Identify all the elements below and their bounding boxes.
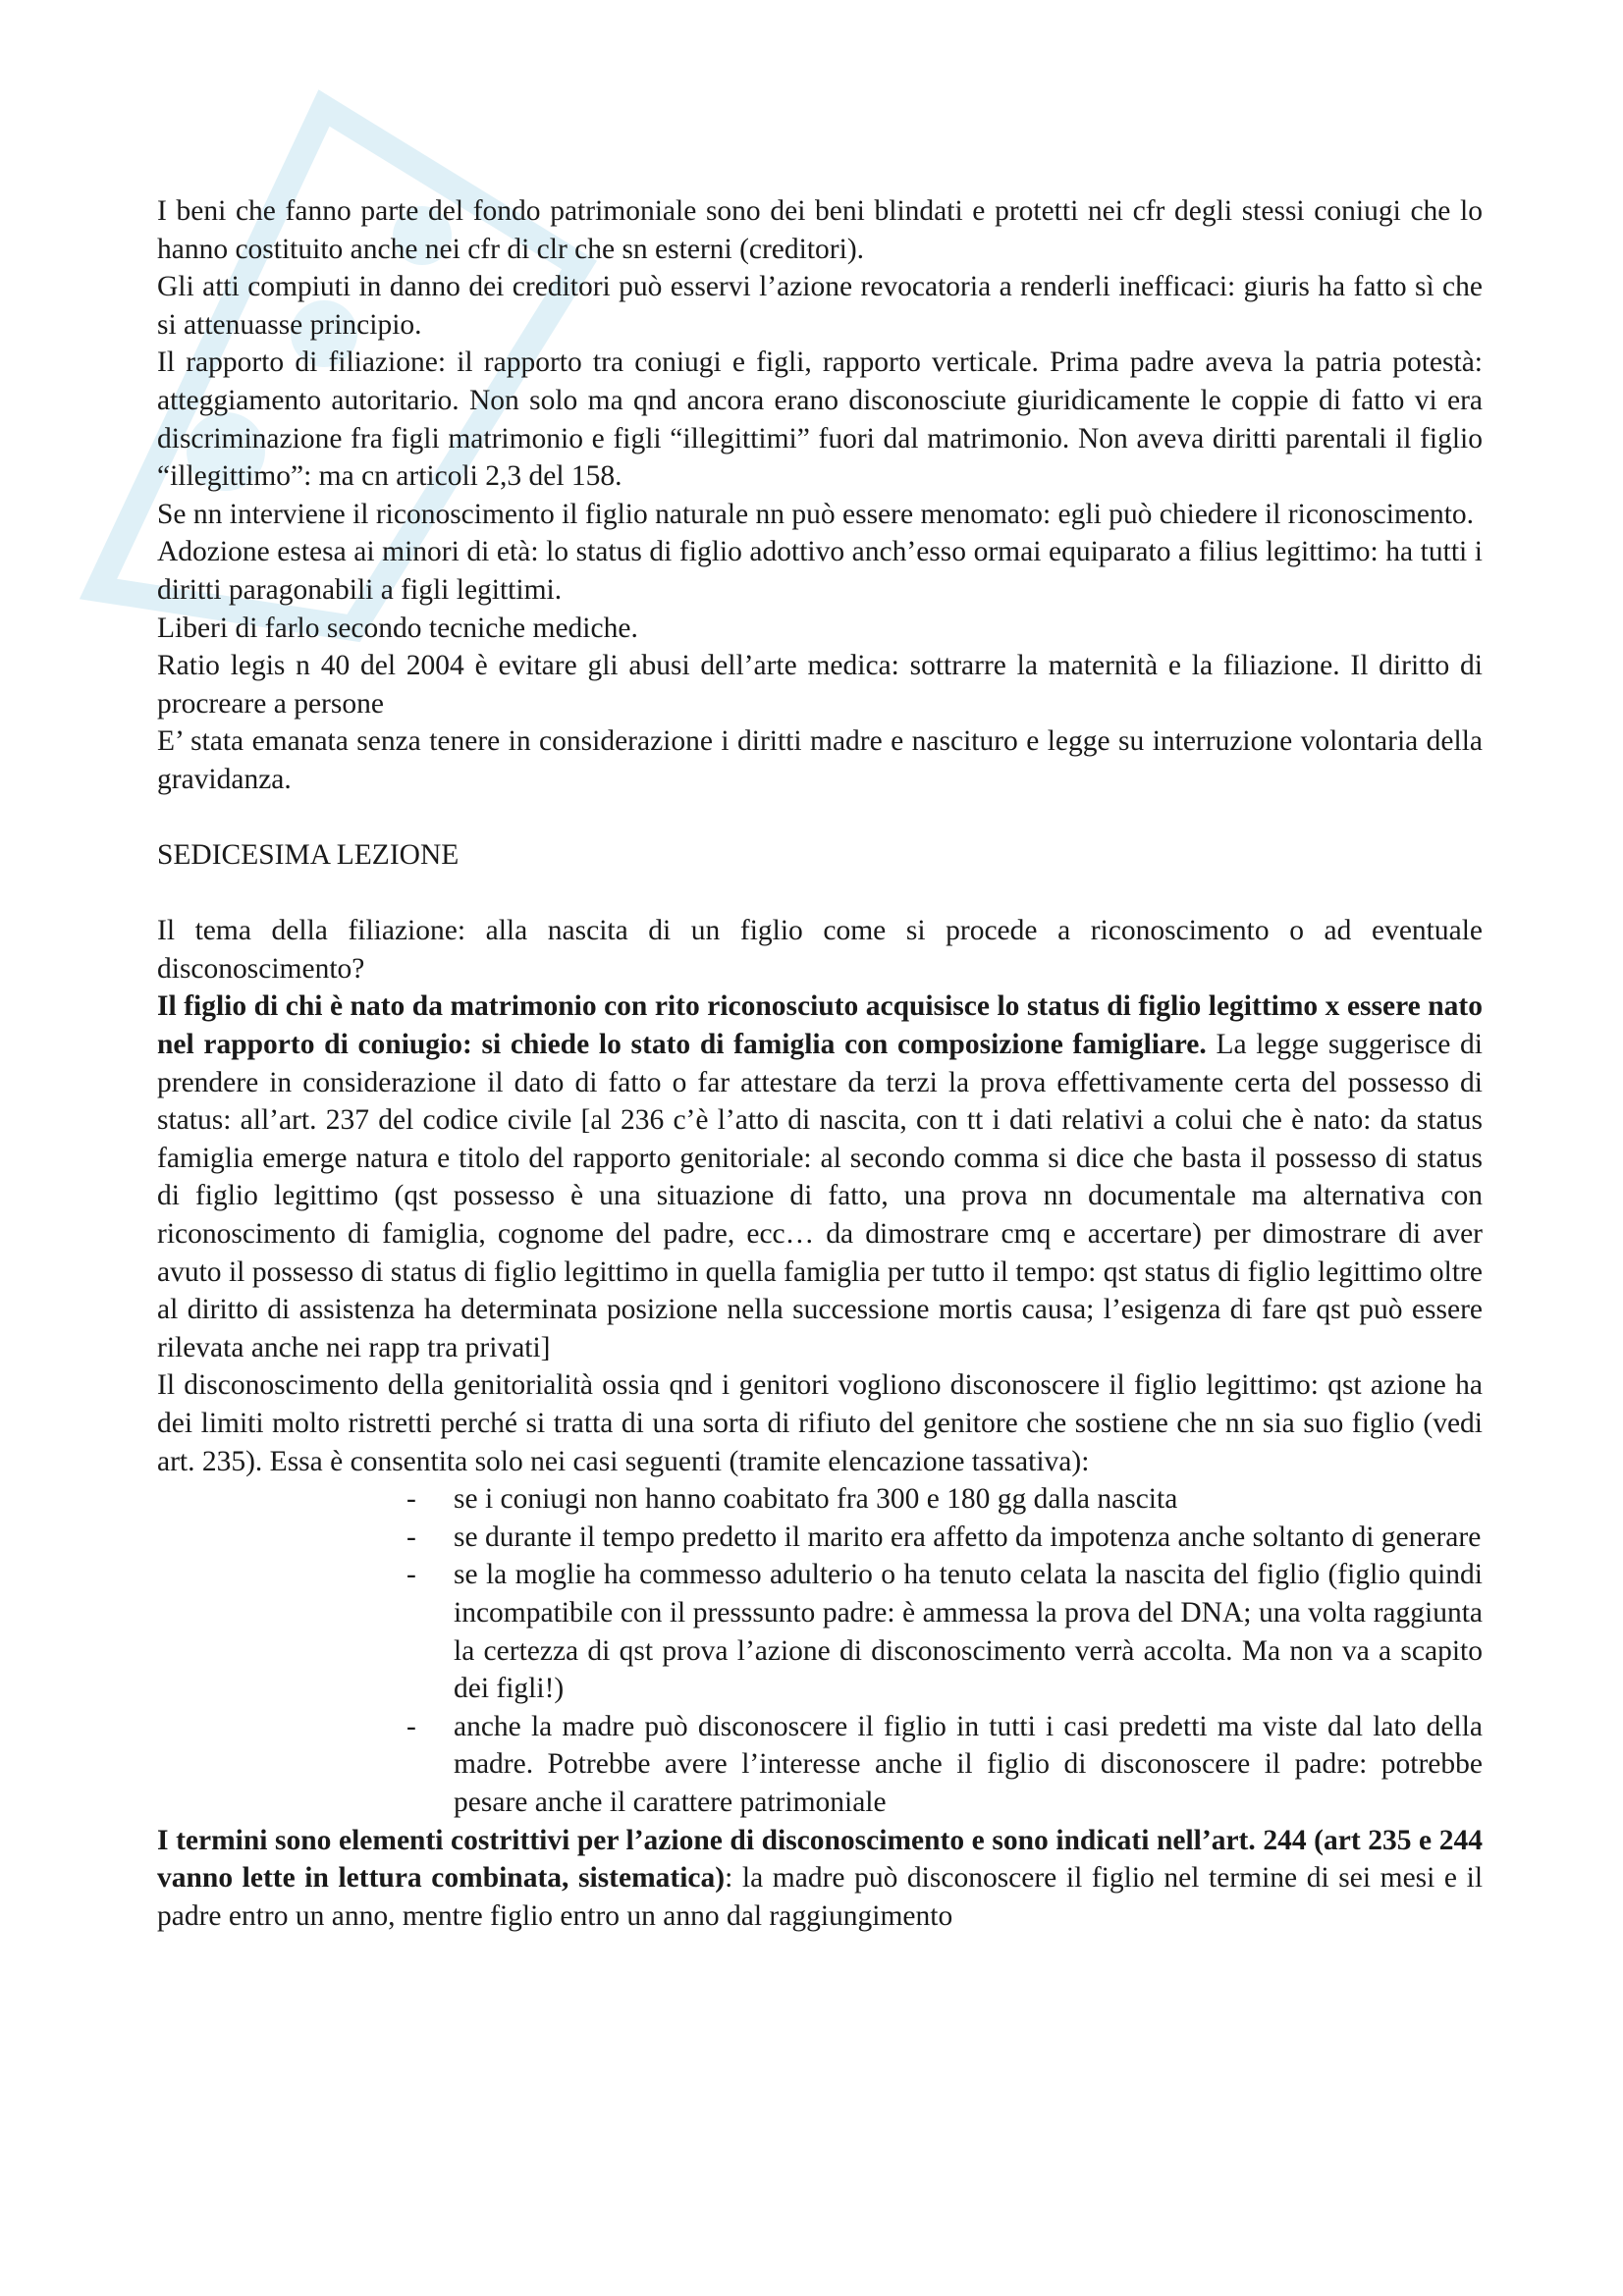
paragraph-adozione: Adozione estesa ai minori di età: lo status di figlio adottivo anch’esso ormai equiparato a filius legittimo: ha tutti i diritti paragonabili a figli legittimi. [157,536,1483,606]
paragraph-ratio-legis: Ratio legis n 40 del 2004 è evitare gli abusi dell’arte medica: sottrarre la maternità e la filiazione. Il diritto di procreare a persone [157,650,1483,720]
paragraph-riconoscimento: Se nn interviene il riconoscimento il figlio naturale nn può essere menomato: egli può chiedere il riconoscimento. [157,498,1475,530]
dash-icon: - [406,1521,416,1553]
termini-bold-text: I termini sono elementi costrittivi per l’azione di disconoscimento e sono indicati nell’art. 244 (art 235 e 244 vanno lette in lettura combinata, sistematica) [157,1824,1483,1895]
termini-body-text: : la madre può disconoscere il figlio nel termine di sei mesi e il padre entro un anno, mentre figlio entro un anno dal raggiungimento [157,1862,1484,1932]
section-heading: SEDICESIMA LEZIONE [157,839,460,872]
paragraph-azione-revocatoria: Gli atti compiuti in danno dei creditori può esservi l’azione revocatoria a renderli inefficaci: giuris ha fatto sì che si attenuasse principio. [157,271,1483,341]
dash-icon: - [406,1559,416,1591]
paragraph-termini [157,1822,1483,1936]
paragraph-tecniche-mediche: Liberi di farlo secondo tecniche mediche. [157,612,638,644]
document-page [157,192,1483,1935]
list-item: - anche la madre può disconoscere il figlio in tutti i casi predetti ma viste dal lato della madre. Potrebbe avere l’interesse anche il figlio di disconoscere il padre: potrebbe pesare anche il carattere patrimoniale [454,1708,1483,1822]
list-item: - se la moglie ha commesso adulterio o ha tenuto celata la nascita del figlio (figlio quindi incompatibile con il presssunto padre: è ammessa la prova del DNA; una volta raggiunta la certezza di qst prova l’azione di disconoscimento verrà accolta. Ma non va a scapito dei figli!) [454,1556,1483,1707]
paragraph-intro: Il tema della filiazione: alla nascita di un figlio come si procede a riconoscimento o ad eventuale disconoscimento? [157,915,1483,985]
paragraph-emanata: E’ stata emanata senza tenere in considerazione i diritti madre e nascituro e legge su interruzione volontaria della gravidanza. [157,725,1483,795]
status-body-text: La legge suggerisce di prendere in considerazione il dato di fatto o far attestare da terzi la prova effettivamente certa del possesso di status: all’art. 237 del codice civile [al 236 c’è l’atto di nascita, con tt i dati relativi a colui che è nato: da status famiglia emerge natura e titolo del rapporto genitoriale: al secondo comma si dice che basta il possesso di status di figlio legittimo (qst possesso è una situazione di fatto, una prova nn documentale ma alternativa con riconoscimento di famiglia, cognome del padre, ecc… da dimostrare cmq e accertare) per dimostrare di aver avuto il possesso di status di figlio legittimo in quella famiglia per tutto il tempo: qst status di figlio legittimo oltre al diritto di assistenza ha determinata posizione nella successione mortis causa; l’esigenza di fare qst può essere rilevata anche nei rapp tra privati] [157,1029,1483,1363]
paragraph-fondo-patrimoniale: I beni che fanno parte del fondo patrimoniale sono dei beni blindati e protetti nei cfr degli stessi coniugi che lo hanno costituito anche nei cfr di clr che sn esterni (creditori). [157,195,1483,265]
paragraph-status-figlio [157,988,1483,1366]
list-item: - se i coniugi non hanno coabitato fra 300 e 180 gg dalla nascita [454,1480,1483,1519]
status-bold-text: Il figlio di chi è nato da matrimonio con rito riconosciuto acquisisce lo status di figlio legittimo x essere nato nel rapporto di coniugio: si chiede lo stato di famiglia con composizione famigliare. [157,990,1483,1061]
paragraph-rapporto-filiazione: Il rapporto di filiazione: il rapporto tra coniugi e figli, rapporto verticale. Prima padre aveva la patria potestà: atteggiamento autoritario. Non solo ma qnd ancora erano disconosciute giuridicamente le coppie di fatto vi era discriminazione fra figli matrimonio e figli “illegittimi” fuori dal matrimonio. Non aveva diritti parentali il figlio “illegittimo”: ma cn articoli 2,3 del 158. [157,347,1483,493]
casi-list [157,1480,1483,1821]
dash-icon: - [406,1483,416,1516]
list-item: - se durante il tempo predetto il marito era affetto da impotenza anche soltanto di generare [454,1519,1483,1557]
dash-icon: - [406,1710,416,1742]
paragraph-disconoscimento: Il disconoscimento della genitorialità ossia qnd i genitori vogliono disconoscere il figlio legittimo: qst azione ha dei limiti molto ristretti perché si tratta di una sorta di rifiuto del genitore che sostiene che nn sia suo figlio (vedi art. 235). Essa è consentita solo nei casi seguenti (tramite elencazione tassativa): [157,1369,1483,1477]
